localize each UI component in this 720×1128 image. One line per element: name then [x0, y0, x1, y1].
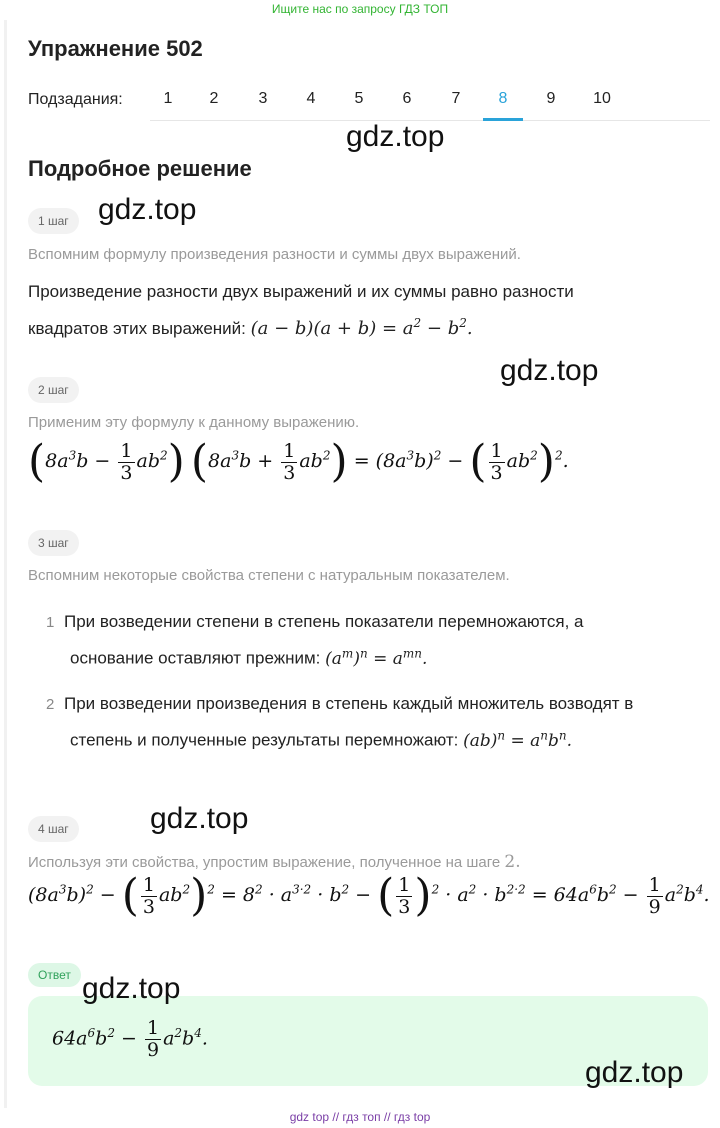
step-4-hint: Используя эти свойства, упростим выражение, полученное на шаге 2.	[28, 852, 521, 872]
footer-links[interactable]: gdz top // гдз топ // гдз top	[289, 1110, 431, 1124]
step-2-formula: ($8a^3b$ − $\frac{1}{3}$ $ab^2$) ($8a^3b$ + $\frac{1}{3}$ $ab^2) = (8a^3b)^2$ − ( $\frac{1}{3}$ $ab^2)^2$.	[28, 436, 569, 487]
step-1-hint: Вспомним формулу произведения разности и суммы двух выражений.	[28, 246, 521, 263]
step-badge-1: 1 шаг	[28, 208, 79, 234]
step-2-hint: Применим эту формулу к данному выражению.	[28, 414, 360, 431]
watermark: gdz.top	[346, 120, 445, 153]
list-number: 2	[46, 696, 55, 713]
answer-formula: $64a^6b^2$ − $\frac{1}{9}$ $a^2b^4$.	[52, 1017, 208, 1061]
step-badge-3: 3 шаг	[28, 530, 79, 556]
tab-subtask-5[interactable]: 5	[354, 90, 364, 107]
step-1-text: Произведение разности двух выражений и их суммы равно разности	[28, 282, 574, 301]
step-badge-4: 4 шаг	[28, 816, 79, 842]
list-number: 1	[46, 614, 55, 631]
property-1-line1: При возведении степени в степень показатели перемножаются, а	[64, 612, 584, 631]
subtasks-nav	[28, 88, 708, 122]
active-tab-indicator	[483, 118, 523, 121]
formula-power-of-power: $(a^m)^n = a^{mn}$.	[325, 646, 428, 669]
tab-subtask-7[interactable]: 7	[451, 90, 461, 107]
step-1-text-line2: квадратов этих выражений: $(a - b)(a + b) = a^2 - b^2$.	[28, 316, 473, 339]
tab-subtask-2[interactable]: 2	[209, 90, 219, 107]
step-3-hint: Вспомним некоторые свойства степени с натуральным показателем.	[28, 567, 510, 584]
tab-subtask-10[interactable]: 10	[593, 90, 611, 107]
property-1-line2: основание оставляют прежним: $(a^m)^n = a^{mn}$.	[70, 646, 428, 669]
formula-difference-of-squares: $(a - b)(a + b) = a^2 - b^2$.	[250, 316, 473, 339]
step-4-formula: $(8a^3b)^2$ − ( $\frac{1}{3}$ $ab^2)^2 = 8^2 \cdot a^{3\cdot 2} \cdot b^2$ − ( $\frac{1}{3}$ )$^2 \cdot a^2 \cdot b^{2\cdot 2} = 64a^6b^2$ − $\frac{1}{9}$ $a^2b^4$.	[28, 870, 710, 921]
property-2-line1: При возведении произведения в степень каждый множитель возводят в	[64, 694, 634, 713]
property-2-line2: степень и полученные результаты перемножают: $(ab)^n = a^nb^n$.	[70, 728, 573, 751]
watermark: gdz.top	[98, 193, 197, 226]
tab-subtask-9[interactable]: 9	[546, 90, 556, 107]
exercise-title: Упражнение 502	[28, 36, 203, 61]
top-banner[interactable]: Ищите нас по запросу ГДЗ ТОП	[271, 2, 449, 16]
watermark: gdz.top	[150, 802, 249, 835]
subtasks-label: Подзадания:	[28, 91, 123, 108]
tab-subtask-4[interactable]: 4	[306, 90, 316, 107]
watermark: gdz.top	[82, 972, 181, 1005]
solution-title: Подробное решение	[28, 156, 252, 181]
watermark: gdz.top	[585, 1056, 684, 1089]
formula-power-of-product: $(ab)^n = a^nb^n$.	[463, 728, 573, 751]
solution-card	[4, 20, 720, 1108]
watermark: gdz.top	[500, 354, 599, 387]
answer-badge: Ответ	[28, 963, 81, 987]
tab-subtask-8[interactable]: 8	[498, 90, 508, 107]
step-badge-2: 2 шаг	[28, 377, 79, 403]
tab-subtask-1[interactable]: 1	[163, 90, 173, 107]
tab-subtask-6[interactable]: 6	[402, 90, 412, 107]
tab-subtask-3[interactable]: 3	[258, 90, 268, 107]
